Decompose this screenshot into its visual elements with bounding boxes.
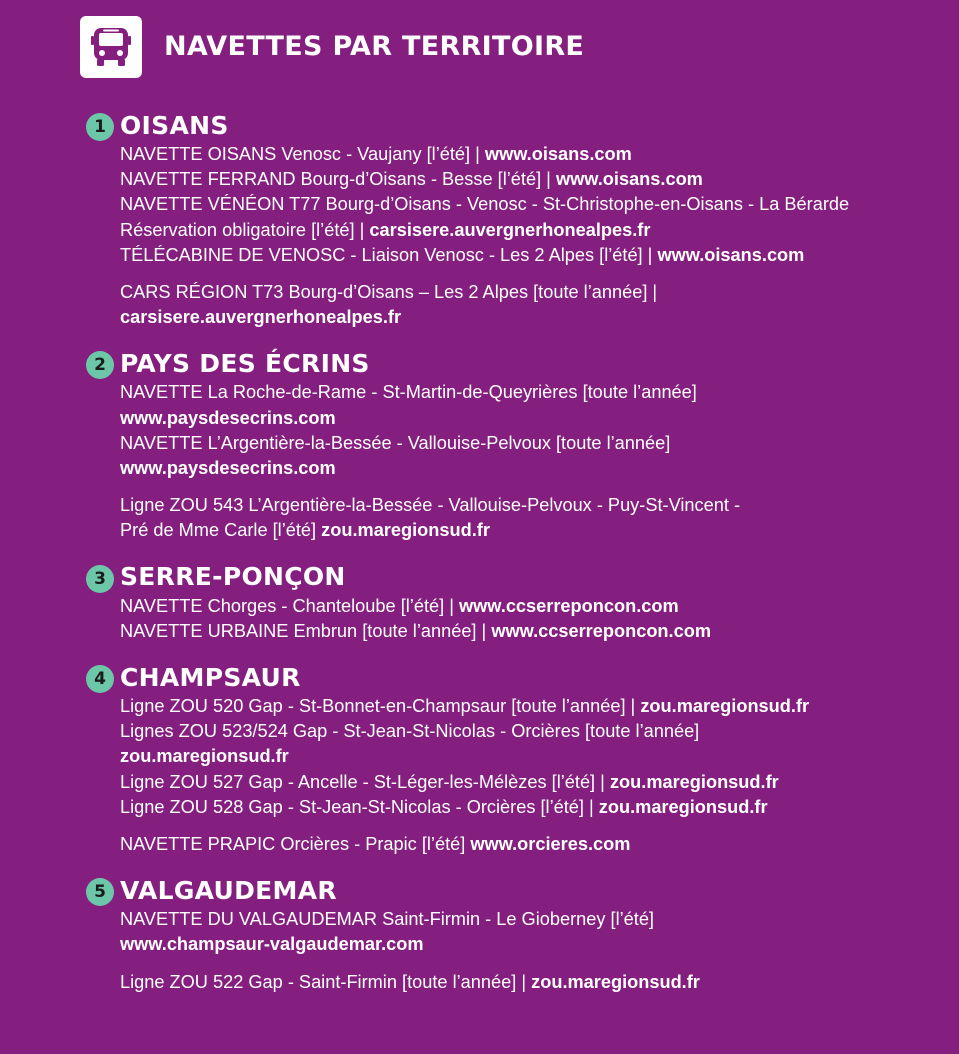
line-group [120, 594, 946, 644]
section-number-badge: 5 [86, 878, 114, 906]
bus-icon-graphic [91, 26, 131, 68]
line-group [120, 970, 946, 995]
line-group [120, 694, 946, 820]
website-link[interactable]: zou.maregionsud.fr [598, 796, 768, 817]
website-link[interactable]: carsisere.auvergnerhonealpes.fr [369, 219, 651, 240]
website-link[interactable]: www.paysdesecrins.com [120, 458, 336, 479]
territory-section [86, 108, 946, 330]
line-group [120, 493, 946, 543]
line-group [120, 280, 946, 330]
section-number-badge: 1 [86, 113, 114, 141]
territory-section [86, 660, 946, 857]
line-text: Ligne ZOU 522 Gap - Saint-Firmin [toute l’année] | [120, 971, 532, 992]
website-link[interactable]: www.oisans.com [657, 244, 805, 265]
website-link[interactable]: www.champsaur-valgaudemar.com [120, 934, 424, 955]
line-text: Réservation obligatoire [l’été] | [120, 219, 370, 240]
line-text: NAVETTE L’Argentière-la-Bessée - Vallouise-Pelvoux [toute l’année] [120, 432, 671, 453]
website-link[interactable]: carsisere.auvergnerhonealpes.fr [120, 307, 402, 328]
line-text: NAVETTE Chorges - Chanteloube [l’été] | [120, 595, 459, 616]
transport-line [120, 456, 946, 481]
transport-line [120, 619, 946, 644]
territory-section [86, 560, 946, 644]
line-text: TÉLÉCABINE DE VENOSC - Liaison Venosc - Les 2 Alpes [l’été] | [120, 244, 658, 265]
line-text: NAVETTE FERRAND Bourg-d’Oisans - Besse [l’été] | [120, 169, 556, 190]
line-text: NAVETTE OISANS Venosc - Vaujany [l’été] | [120, 144, 485, 164]
line-text: NAVETTE La Roche-de-Rame - St-Martin-de-Queyrières [toute l’année] [120, 382, 697, 403]
transport-line [120, 380, 946, 405]
transport-line [120, 694, 946, 719]
transport-line [120, 406, 946, 431]
section-number-badge: 4 [86, 665, 114, 693]
line-text: Lignes ZOU 523/524 Gap - St-Jean-St-Nicolas - Orcières [toute l’année] [120, 721, 700, 742]
transport-line [120, 243, 946, 268]
transport-line [120, 795, 946, 820]
line-text: Ligne ZOU 520 Gap - St-Bonnet-en-Champsaur [toute l’année] | [120, 696, 641, 717]
website-link[interactable]: www.oisans.com [555, 169, 703, 190]
section-body [86, 907, 946, 995]
transport-line [120, 719, 946, 744]
line-text: CARS RÉGION T73 Bourg-d’Oisans – Les 2 Alpes [toute l’année] | [120, 282, 658, 303]
section-title: CHAMPSAUR [120, 662, 301, 692]
transport-line [120, 431, 946, 456]
line-text: Pré de Mme Carle [l’été] [120, 520, 322, 541]
line-group [120, 142, 946, 268]
line-text: NAVETTE URBAINE Embrun [toute l’année] | [120, 620, 492, 641]
website-link[interactable]: zou.maregionsud.fr [321, 520, 490, 541]
website-link[interactable]: www.orcieres.com [470, 834, 631, 855]
section-number-badge: 2 [86, 351, 114, 379]
line-text: Ligne ZOU 528 Gap - St-Jean-St-Nicolas - Orcières [l’été] | [120, 796, 599, 817]
line-group [120, 907, 946, 957]
website-link[interactable]: www.oisans.com [484, 144, 632, 164]
section-header [86, 560, 946, 594]
line-text: NAVETTE PRAPIC Orcières - Prapic [l’été] [120, 834, 471, 855]
territory-list [86, 108, 946, 1011]
section-header [86, 660, 946, 694]
transport-line [120, 932, 946, 957]
section-title: OISANS [120, 110, 229, 140]
section-body [86, 142, 946, 330]
section-header [86, 346, 946, 380]
website-link[interactable]: zou.maregionsud.fr [609, 771, 779, 792]
line-group [120, 832, 946, 857]
section-body [86, 694, 946, 857]
page-header [80, 16, 584, 78]
website-link[interactable]: www.ccserreponcon.com [491, 620, 711, 641]
territory-section [86, 873, 946, 995]
section-title: SERRE-PONÇON [120, 562, 346, 592]
section-header [86, 108, 946, 142]
transport-line [120, 594, 946, 619]
transport-line [120, 518, 946, 543]
section-number-badge: 3 [86, 565, 114, 593]
website-link[interactable]: www.ccserreponcon.com [459, 595, 679, 616]
transport-line [120, 142, 946, 167]
line-text: Ligne ZOU 527 Gap - Ancelle - St-Léger-les-Mélèzes [l’été] | [120, 771, 610, 792]
section-body [86, 594, 946, 644]
section-title: VALGAUDEMAR [120, 875, 337, 905]
transport-line [120, 218, 946, 243]
transport-line [120, 907, 946, 932]
line-text: NAVETTE DU VALGAUDEMAR Saint-Firmin - Le Gioberney [l’été] [120, 909, 654, 930]
line-group [120, 380, 946, 481]
transport-line [120, 493, 946, 518]
website-link[interactable]: www.paysdesecrins.com [120, 407, 336, 428]
section-body [86, 380, 946, 543]
transport-line [120, 192, 946, 217]
website-link[interactable]: zou.maregionsud.fr [531, 971, 700, 992]
transport-line [120, 832, 946, 857]
transport-line [120, 280, 946, 305]
page-title: NAVETTES PAR TERRITOIRE [164, 30, 585, 62]
transport-line [120, 970, 946, 995]
line-text: Ligne ZOU 543 L’Argentière-la-Bessée - Vallouise-Pelvoux - Puy-St-Vincent - [120, 495, 741, 516]
transport-line [120, 167, 946, 192]
transport-line [120, 770, 946, 795]
section-header [86, 873, 946, 907]
transport-line [120, 305, 946, 330]
territory-section [86, 346, 946, 543]
line-text: NAVETTE VÉNÉON T77 Bourg-d’Oisans - Venosc - St-Christophe-en-Oisans - La Bérarde [120, 194, 850, 215]
bus-icon [80, 16, 142, 78]
section-title: PAYS DES ÉCRINS [120, 348, 370, 378]
transport-line [120, 744, 946, 769]
website-link[interactable]: zou.maregionsud.fr [640, 696, 810, 717]
website-link[interactable]: zou.maregionsud.fr [120, 746, 289, 767]
